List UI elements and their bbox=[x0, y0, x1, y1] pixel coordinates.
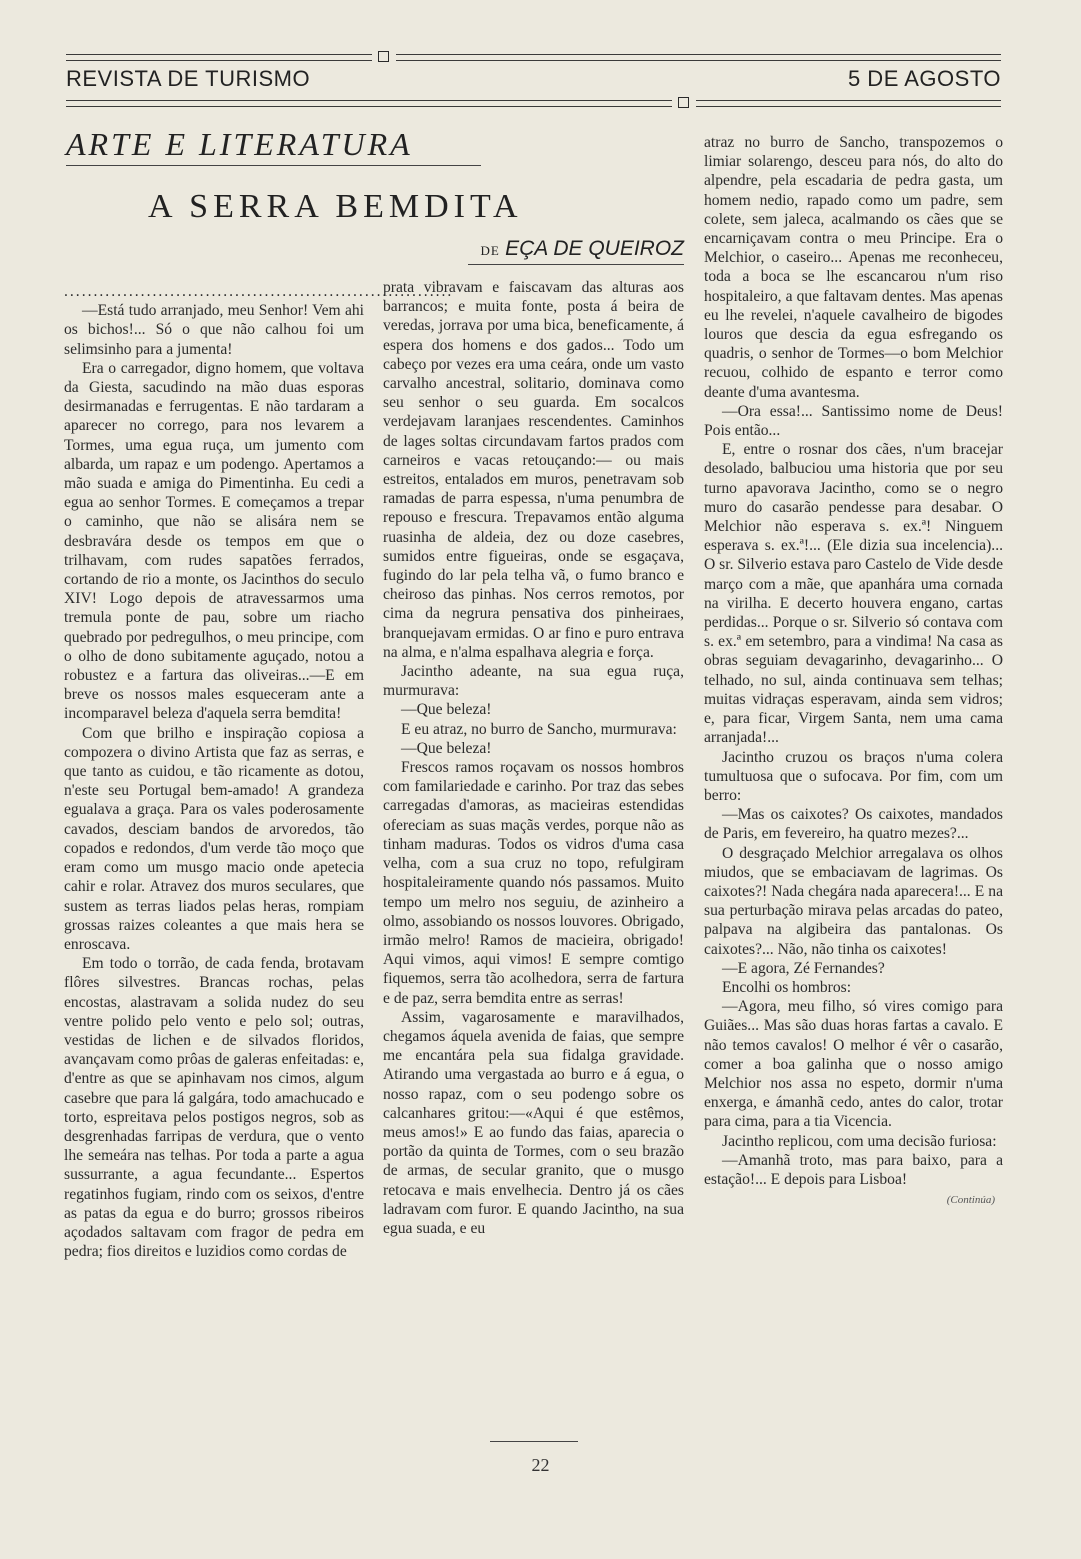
paragraph: Jacintho adeante, na sua egua ruça, murmurava: bbox=[383, 663, 684, 700]
paragraph: —Está tudo arranjado, meu Senhor! Vem ahi os bichos!... Só o que não calhou foi um selimsinho para a jumenta! bbox=[64, 302, 364, 358]
magazine-name: REVISTA DE TURISMO bbox=[66, 66, 311, 91]
paragraph: —Que beleza! bbox=[401, 739, 492, 757]
byline bbox=[468, 236, 684, 265]
section-title: ARTE E LITERATURA bbox=[66, 126, 481, 166]
paragraph: Encolhi os hombros: bbox=[722, 978, 852, 996]
text-column-3 bbox=[704, 133, 1003, 1210]
paragraph: Assim, vagarosamente e maravilhados, chegamos áquela avenida de faias, que sempre me encantára pela sua fidalga gravidade. Atirando uma vergastada ao burro e á egua, o nosso rapaz, com o seu podengo sobre os calcanhares gritou:—«Aqui é que estêmos, meus amos!» E ao fundo das faias, aparecia o portão da quinta de Tormes, com o seu brazão de armas, de secular granito, que o musgo retocava e mais envelhecia. Dentro já os cães ladravam com furor. E quando Jacintho, na sua egua suada, e eu bbox=[383, 1008, 684, 1237]
paragraph: atraz no burro de Sancho, transpozemos o limiar solarengo, desceu para nós, do alto do alpendre, pela escadaria de pedra gasta, um homem nedio, rapado como um padre, sem colete, sem jaleca, acalmando os cães que se encarniçavam contra o meu Principe. Era o Melchior, o caseiro... Apenas me reconheceu, toda a boca se lhe escancarou n'um riso hospitaleiro, a que faltavam dentes. Mas apenas eu lhe revelei, n'aquele cavalheiro de bigodes louros que descia da egua esfregando os quadris, o senhor de Tormes—o bom Melchior recuou, colhido de espanto e terror como deante d'uma avantesma. bbox=[704, 134, 1003, 401]
ellipsis-line: .................................................................. bbox=[64, 283, 454, 300]
page-number: 22 bbox=[531, 1455, 550, 1475]
paragraph: Em todo o torrão, de cada fenda, brotavam flôres silvestres. Brancas rochas, pelas encostas, alastravam a solida nudez do seu ventre polido pelo vento e pelo sol; outras, vestidas de lichen e de silvados floridos, avançavam como prôas de galeras enfeitadas: e, d'entre as que se apinhavam nos cimos, algum casebre que para lá galgára, todo amachucado e torto, espreitava pelos postigos negros, sob as desgrenhadas farripas de verdura, que o vento lhe semeára nas telhas. Por toda a parte a agua sussurrante, a agua fecundante... Espertos regatinhos fugiam, rindo com os seixos, d'entre as patas da egua e do burro; grossos ribeiros açodados saltavam com fragor de pedra em pedra; fios direitos e luzidios como cordas de bbox=[64, 955, 364, 1261]
footer-rule bbox=[490, 1441, 578, 1442]
paragraph: E, entre o rosnar dos cães, n'um bracejar desolado, balbuciou uma historia que por seu turno apavorava Jacintho, como se o negro muro do casarão pendesse para desabar. O Melchior não esperava s. ex.ª! Ninguem esperava s. ex.ª!... (Ele dizia sua incelencia)... O sr. Silverio estava paro Castelo de Vide desde março com a mãe, que apanhára uma cornada na virilha. E decerto houvera engano, cartas perdidas... Porque o sr. Silverio só contava com s. ex.ª em setembro, para a vindima! Na casa as obras seguiam devagarinho, devagarinho... O telhado, no sul, ainda continuava sem telhas; muitas vidraças esperavam, ainda sem vidros; e, para ficar, Virgem Santa, nem uma cama arranjada!... bbox=[704, 441, 1003, 747]
paragraph: —Amanhã troto, mas para baixo, para a estação!... E depois para Lisboa! bbox=[704, 1151, 1003, 1188]
paragraph: —Que beleza! bbox=[401, 701, 492, 719]
paragraph: —E agora, Zé Fernandes? bbox=[722, 959, 885, 977]
paragraph: Era o carregador, digno homem, que voltava da Giesta, sacudindo na mão duas esporas desirmanadas e ferrugentas. E não tardaram a aparecer no corrego, para nos levarem a Tormes, uma egua ruça, um jumento com albarda, um rapaz e um podengo. Apertamos a mão suada e amiga do Pimentinha. Eu cedi a egua ao senhor Tormes. E começamos a trepar o caminho, que não se alisára nem se desbravára desde os tempos em que o trilhavam, com rudes sapatões ferrados, cortando de rio a monte, os Jacinthos do seculo XIV! Logo depois de atravessarmos uma tremula ponte de pau, sobre um riacho quebrado por pedregulhos, o meu principe, com o olho de dono subitamente aguçado, notou a robustez e a fartura das oliveiras...—E em breve os nossos males esqueceram ante a incomparavel beleza d'aquela serra bemdita! bbox=[64, 359, 364, 723]
paragraph: —Ora essa!... Santissimo nome de Deus! Pois então... bbox=[704, 402, 1003, 440]
paragraph: Jacintho replicou, com uma decisão furiosa: bbox=[722, 1132, 997, 1150]
paragraph: —Mas os caixotes? Os caixotes, mandados de Paris, em fevereiro, ha quatro mezes?... bbox=[704, 806, 1003, 843]
paragraph: Com que brilho e inspiração copiosa a compozera o divino Artista que faz as serras, e que tanto as cuidou, e tão ricamente as dotou, n'este seu Portugal bem-amado! A grandeza egualava a graça. Para os vales poderosamente cavados, desciam bandos de arvoredos, tão copados e redondos, d'um verde tão moço que eram como um musgo macio onde apetecia cahir e rolar. Atravez dos muros seculares, que sustem as terras liados pelas heras, rompiam grossas raizes coleantes a que mais hera se enroscava. bbox=[64, 724, 364, 953]
issue-date: 5 DE AGOSTO bbox=[847, 66, 1001, 91]
rule-square-ornament bbox=[678, 97, 689, 108]
paragraph: prata vibravam e faiscavam das alturas aos barrancos; e muita fonte, posta á beira de veredas, jorrava por uma bica, beneficamente, á espera dos homens e dos gados... Todo um cabeço por vezes era uma ceára, onde um vasto carvalho ancestral, solitario, dominava como seu senhor o seu guarda. Em socalcos verdejavam laranjaes rescendentes. Caminhos de lages soltas circundavam fartos prados com carneiros e vacas retouçando:— ou mais estreitos, entalados em muros, penetravam sob ramadas de parra espessa, n'uma penumbra de repouso e frescura. Trepavamos então alguma ruasinha de aldeia, dez ou doze casebres, sumidos entre figueiras, onde se esgaçava, fugindo do lar pela telha vã, o fumo branco e cheiroso das pinhas. Nos cerros remotos, por cima da negrura pensativa dos pinheiraes, branquejavam ermidas. O ar fino e puro entrava na alma, e n'alma espalhava alegria e força. bbox=[383, 279, 684, 661]
paragraph: —Agora, meu filho, só vires comigo para Guiães... Mas são duas horas fartas a cavalo. E não temos cavalos! O melhor é vêr o casarão, comer a boa galinha que o nosso amigo Melchior nos assa no espeto, dormir n'uma enxerga, e ámanhã cedo, antes do calor, trotar para cima, para a tia Vicencia. bbox=[704, 998, 1003, 1131]
paragraph: O desgraçado Melchior arregalava os olhos miudos, que se embaciavam de lagrimas. Os caixotes?! Nada chegára nada aparecera!... E na sua perturbação mirava pelas arcadas do pateo, palpava na algibeira das pantalonas. Os caixotes?... Não, não tinha os caixotes! bbox=[704, 844, 1003, 958]
continued-note: (Continúa) bbox=[946, 1194, 995, 1207]
author-name: EÇA DE QUEIROZ bbox=[505, 237, 684, 260]
paragraph: Frescos ramos roçavam os nossos hombros com familariedade e carinho. Por traz das sebes carregadas d'amoras, as macieiras estendidas ofereciam as suas maçãs verdes, porque não as tinham maduras. Todos os vidros d'uma casa velha, com a sua cruz no topo, refulgiram hospitaleiramente quando nós passamos. Muito tempo um melro nos seguiu, de azinheiro a olmo, assobiando os nossos louvores. Obrigado, irmão melro! Ramos de macieira, obrigado! Aqui vimos, aqui vimos! E sempre comtigo fiquemos, serra tão acolhedora, serra de fartura e de paz, serra bemdita entre as serras! bbox=[383, 759, 684, 1007]
story-title: A SERRA BEMDITA bbox=[148, 188, 523, 225]
header-bottom-rule bbox=[66, 96, 1001, 110]
paragraph: Jacintho cruzou os braços n'uma colera tumultuosa que o sufocava. Por fim, com um berro: bbox=[704, 748, 1003, 804]
text-column-2 bbox=[383, 278, 684, 1238]
paragraph: E eu atraz, no burro de Sancho, murmurava: bbox=[401, 720, 677, 738]
byline-prefix: DE bbox=[480, 243, 500, 258]
rule-square-ornament bbox=[378, 51, 389, 62]
top-ornamental-rule bbox=[66, 50, 1001, 64]
